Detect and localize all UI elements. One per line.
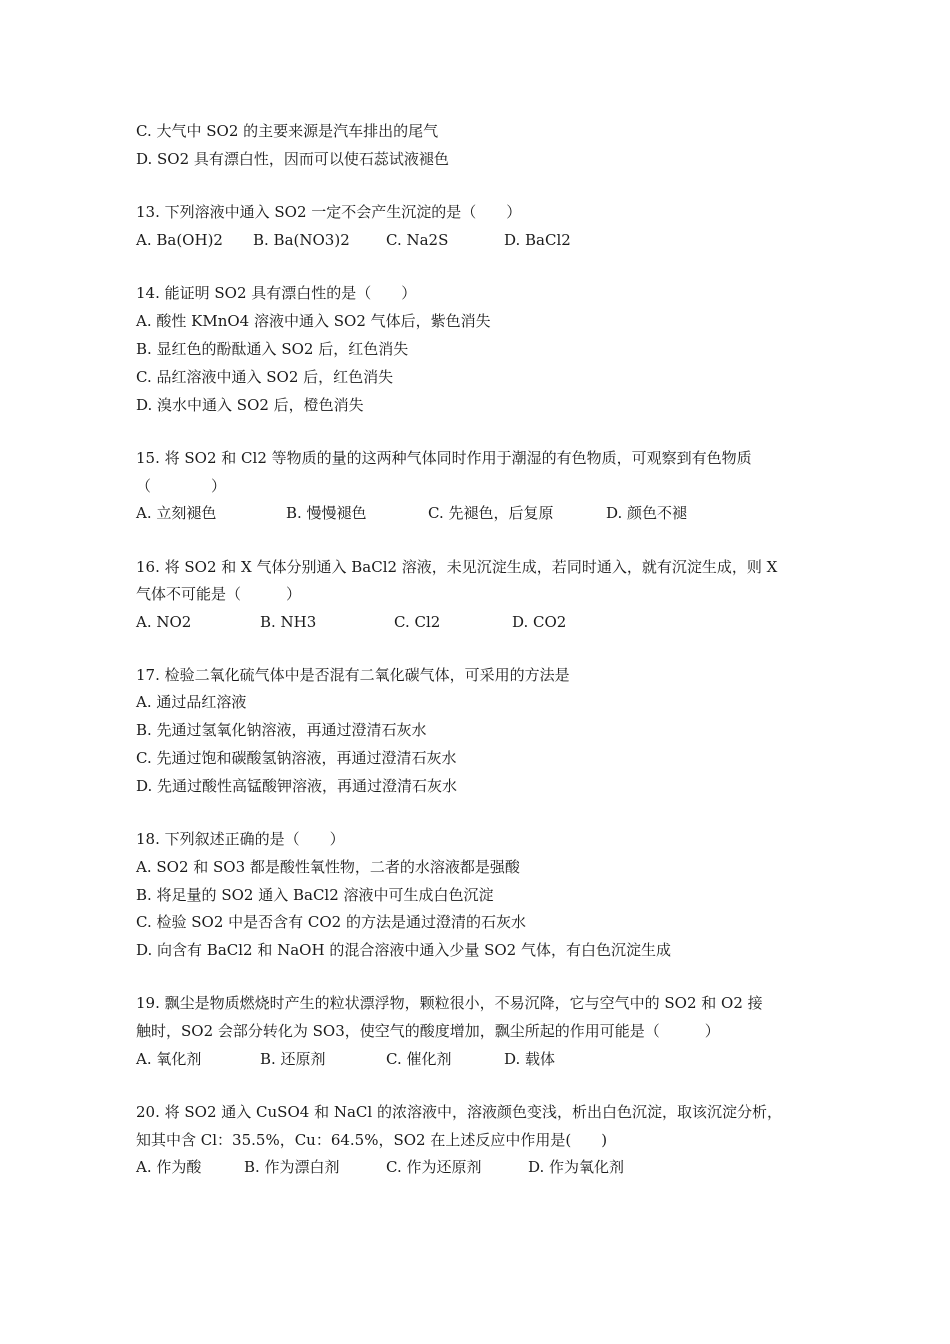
q19-options (136, 1049, 836, 1069)
q16-option-b: B. NH3 (260, 613, 317, 631)
q14-option-a: A. 酸性 KMnO4 溶液中通入 SO2 气体后，紫色消失 (136, 312, 491, 330)
q19-stem-line2: 触时，SO2 会部分转化为 SO3，使空气的酸度增加，飘尘所起的作用可能是（ ） (136, 1022, 720, 1040)
q15-option-d: D. 颜色不褪 (606, 504, 688, 522)
q15-stem-line2: （ ） (136, 477, 227, 495)
q17-stem: 17. 检验二氧化硫气体中是否混有二氧化碳气体，可采用的方法是 (136, 666, 570, 684)
prev-option-d: D. SO2 具有漂白性，因而可以使石蕊试液褪色 (136, 150, 449, 168)
q14-option-d: D. 溴水中通入 SO2 后，橙色消失 (136, 396, 364, 414)
q14-stem: 14. 能证明 SO2 具有漂白性的是（ ） (136, 284, 417, 302)
q19-stem-line1: 19. 飘尘是物质燃烧时产生的粒状漂浮物，颗粒很小，不易沉降，它与空气中的 SO2 和 O2 接 (136, 994, 763, 1012)
q20-stem-line1: 20. 将 SO2 通入 CuSO4 和 NaCl 的浓溶液中，溶液颜色变浅，析出白色沉淀，取该沉淀分析， (136, 1103, 782, 1121)
q19-option-c: C. 催化剂 (386, 1050, 452, 1068)
q20-option-b: B. 作为漂白剂 (244, 1158, 340, 1176)
q16-stem-line1: 16. 将 SO2 和 X 气体分别通入 BaCl2 溶液，未见沉淀生成，若同时通入，就有沉淀生成，则 X (136, 558, 778, 576)
q15-stem-line1: 15. 将 SO2 和 Cl2 等物质的量的这两种气体同时作用于潮湿的有色物质，可观察到有色物质 (136, 449, 752, 467)
q17-option-b: B. 先通过氢氧化钠溶液，再通过澄清石灰水 (136, 721, 427, 739)
q15-option-c: C. 先褪色，后复原 (428, 504, 554, 522)
q18-option-c: C. 检验 SO2 中是否含有 CO2 的方法是通过澄清的石灰水 (136, 913, 526, 931)
q15-option-a: A. 立刻褪色 (136, 504, 217, 522)
q16-option-d: D. CO2 (512, 613, 567, 631)
q20-option-d: D. 作为氧化剂 (528, 1158, 625, 1176)
q13-option-d: D. BaCl2 (504, 231, 571, 249)
q16-stem-line2: 气体不可能是（ ） (136, 585, 302, 603)
q16-option-c: C. Cl2 (394, 613, 441, 631)
q18-stem: 18. 下列叙述正确的是（ ） (136, 830, 345, 848)
prev-option-c: C. 大气中 SO2 的主要来源是汽车排出的尾气 (136, 122, 439, 140)
q15-option-b: B. 慢慢褪色 (286, 504, 367, 522)
q14-option-b: B. 显红色的酚酞通入 SO2 后，红色消失 (136, 340, 409, 358)
q13-option-b: B. Ba(NO3)2 (253, 231, 350, 249)
q20-option-a: A. 作为酸 (136, 1158, 202, 1176)
q17-option-d: D. 先通过酸性高锰酸钾溶液，再通过澄清石灰水 (136, 777, 458, 795)
q13-options (136, 230, 836, 250)
q16-options (136, 612, 836, 632)
q20-options (136, 1157, 836, 1177)
q13-stem: 13. 下列溶液中通入 SO2 一定不会产生沉淀的是（ ） (136, 203, 522, 221)
q13-option-a: A. Ba(OH)2 (136, 231, 223, 249)
q15-options (136, 503, 836, 523)
q19-option-d: D. 载体 (504, 1050, 556, 1068)
q14-option-c: C. 品红溶液中通入 SO2 后，红色消失 (136, 368, 394, 386)
q17-option-a: A. 通过品红溶液 (136, 693, 247, 711)
q16-option-a: A. NO2 (136, 613, 192, 631)
q17-option-c: C. 先通过饱和碳酸氢钠溶液，再通过澄清石灰水 (136, 749, 457, 767)
q13-option-c: C. Na2S (386, 231, 449, 249)
q19-option-b: B. 还原剂 (260, 1050, 326, 1068)
q20-option-c: C. 作为还原剂 (386, 1158, 482, 1176)
q19-option-a: A. 氧化剂 (136, 1050, 202, 1068)
q18-option-d: D. 向含有 BaCl2 和 NaOH 的混合溶液中通入少量 SO2 气体，有白色沉淀生成 (136, 941, 671, 959)
q20-stem-line2: 知其中含 Cl：35.5%，Cu：64.5%，SO2 在上述反应中作用是( ) (136, 1131, 608, 1149)
q18-option-a: A. SO2 和 SO3 都是酸性氧性物，二者的水溶液都是强酸 (136, 858, 520, 876)
q18-option-b: B. 将足量的 SO2 通入 BaCl2 溶液中可生成白色沉淀 (136, 886, 494, 904)
